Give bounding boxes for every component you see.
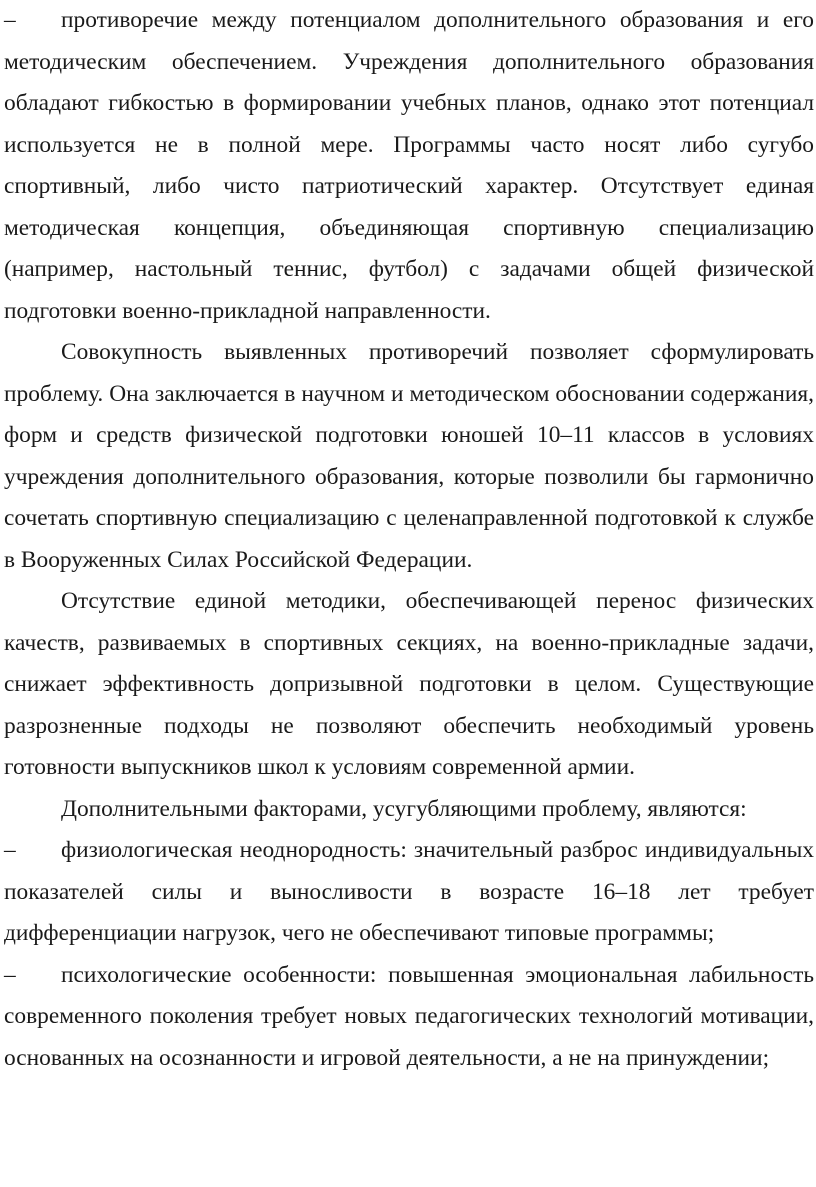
list-item-contradiction [4, 0, 814, 332]
list-item-text: физиологическая неоднородность: значительный разброс индивидуальных показателей силы и выносливости в возрасте 16–18 лет требует дифференциации нагрузок, чего не обеспечивают типовые программы; [4, 837, 814, 946]
list-item-text: противоречие между потенциалом дополнительного образования и его методическим обеспечением. Учреждения дополнительного образования обладают гибкостью в формировании учебных планов, однако этот потенциал используется не в полной мере. Программы часто носят либо сугубо спортивный, либо чисто патриотический характер. Отсутствует единая методическая концепция, объединяющая спортивную специализацию (например, настольный теннис, футбол) с задачами общей физической подготовки военно-прикладной направленности. [4, 7, 814, 324]
document-page [4, 0, 814, 1079]
paragraph-problem: Совокупность выявленных противоречий позволяет сформулировать проблему. Она заключается в научном и методическом обосновании содержания, форм и средств физической подготовки юношей 10–11 классов в условиях учреждения дополнительного образования, которые позволили бы гармонично сочетать спортивную специализацию с целенаправленной подготовкой к службе в Вооруженных Силах Российской Федерации. [4, 339, 814, 573]
dash-marker: – [4, 837, 16, 863]
paragraph-methodology: Отсутствие единой методики, обеспечивающей перенос физических качеств, развиваемых в спортивных секциях, на военно-прикладные задачи, снижает эффективность допризывной подготовки в целом. Существующие разрозненные подходы не позволяют обеспечить необходимый уровень готовности выпускников школ к условиям современной армии. [4, 588, 814, 780]
list-item-psychological [4, 955, 814, 1080]
list-item-physiological [4, 830, 814, 955]
paragraph-factors-intro: Дополнительными факторами, усугубляющими проблему, являются: [61, 795, 747, 822]
dash-marker: – [4, 961, 16, 988]
dash-marker: – [4, 7, 16, 33]
list-item-text: психологические особенности: повышенная эмоциональная лабильность современного поколения требует новых педагогических технологий мотивации, основанных на осознанности и игровой деятельности, а не на принуждении; [4, 961, 814, 1071]
